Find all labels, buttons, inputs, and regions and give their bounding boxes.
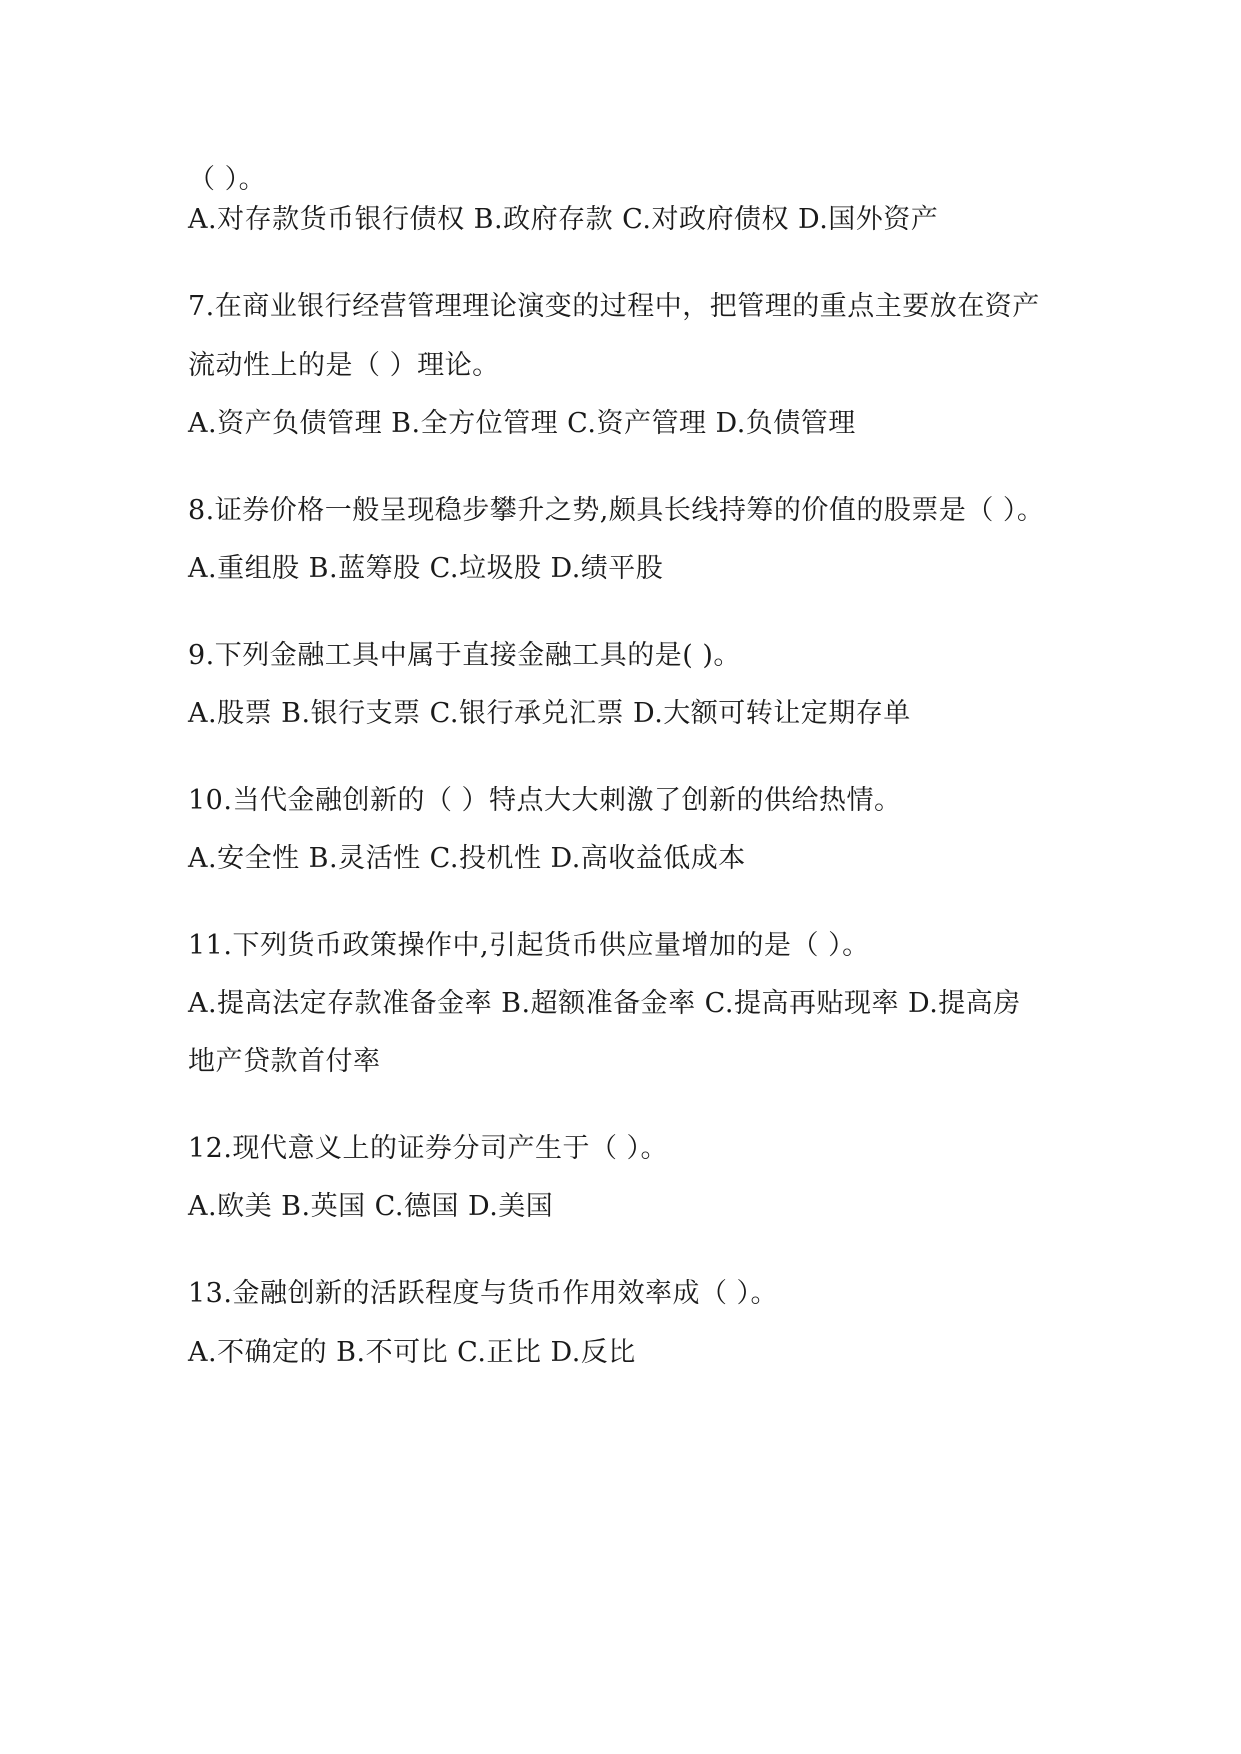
question-11-text: 11.下列货币政策操作中,引起货币供应量增加的是（ ）。 [188, 930, 870, 961]
question-7-text-line-2: 流动性上的是（ ）理论。 [188, 350, 500, 381]
question-7-text-line-1: 7.在商业银行经营管理理论演变的过程中，把管理的重点主要放在资产 [188, 291, 1040, 322]
question-10-text: 10.当代金融创新的（ ）特点大大刺激了创新的供给热情。 [188, 785, 902, 816]
question-12-text: 12.现代意义上的证券分司产生于（ ）。 [188, 1133, 669, 1164]
question-6-options: A.对存款货币银行债权 B.政府存款 C.对政府债权 D.国外资产 [188, 204, 939, 235]
question-10-options: A.安全性 B.灵活性 C.投机性 D.高收益低成本 [188, 843, 746, 874]
question-11-options-line-1: A.提高法定存款准备金率 B.超额准备金率 C.提高再贴现率 D.提高房 [188, 988, 1021, 1019]
question-9-options: A.股票 B.银行支票 C.银行承兑汇票 D.大额可转让定期存单 [188, 698, 911, 729]
question-12-options: A.欧美 B.英国 C.德国 D.美国 [188, 1191, 554, 1222]
question-9-text: 9.下列金融工具中属于直接金融工具的是( )。 [188, 640, 741, 671]
question-6-blank: （ ）。 [188, 164, 267, 195]
question-13-options: A.不确定的 B.不可比 C.正比 D.反比 [188, 1337, 636, 1368]
question-8-text: 8.证券价格一般呈现稳步攀升之势,颇具长线持筹的价值的股票是（ ）。 [188, 495, 1045, 526]
question-13-text: 13.金融创新的活跃程度与货币作用效率成（ ）。 [188, 1278, 779, 1309]
question-11-options-line-2: 地产贷款首付率 [188, 1046, 381, 1077]
question-8-options: A.重组股 B.蓝筹股 C.垃圾股 D.绩平股 [188, 553, 664, 584]
question-7-options: A.资产负债管理 B.全方位管理 C.资产管理 D.负债管理 [188, 408, 856, 439]
